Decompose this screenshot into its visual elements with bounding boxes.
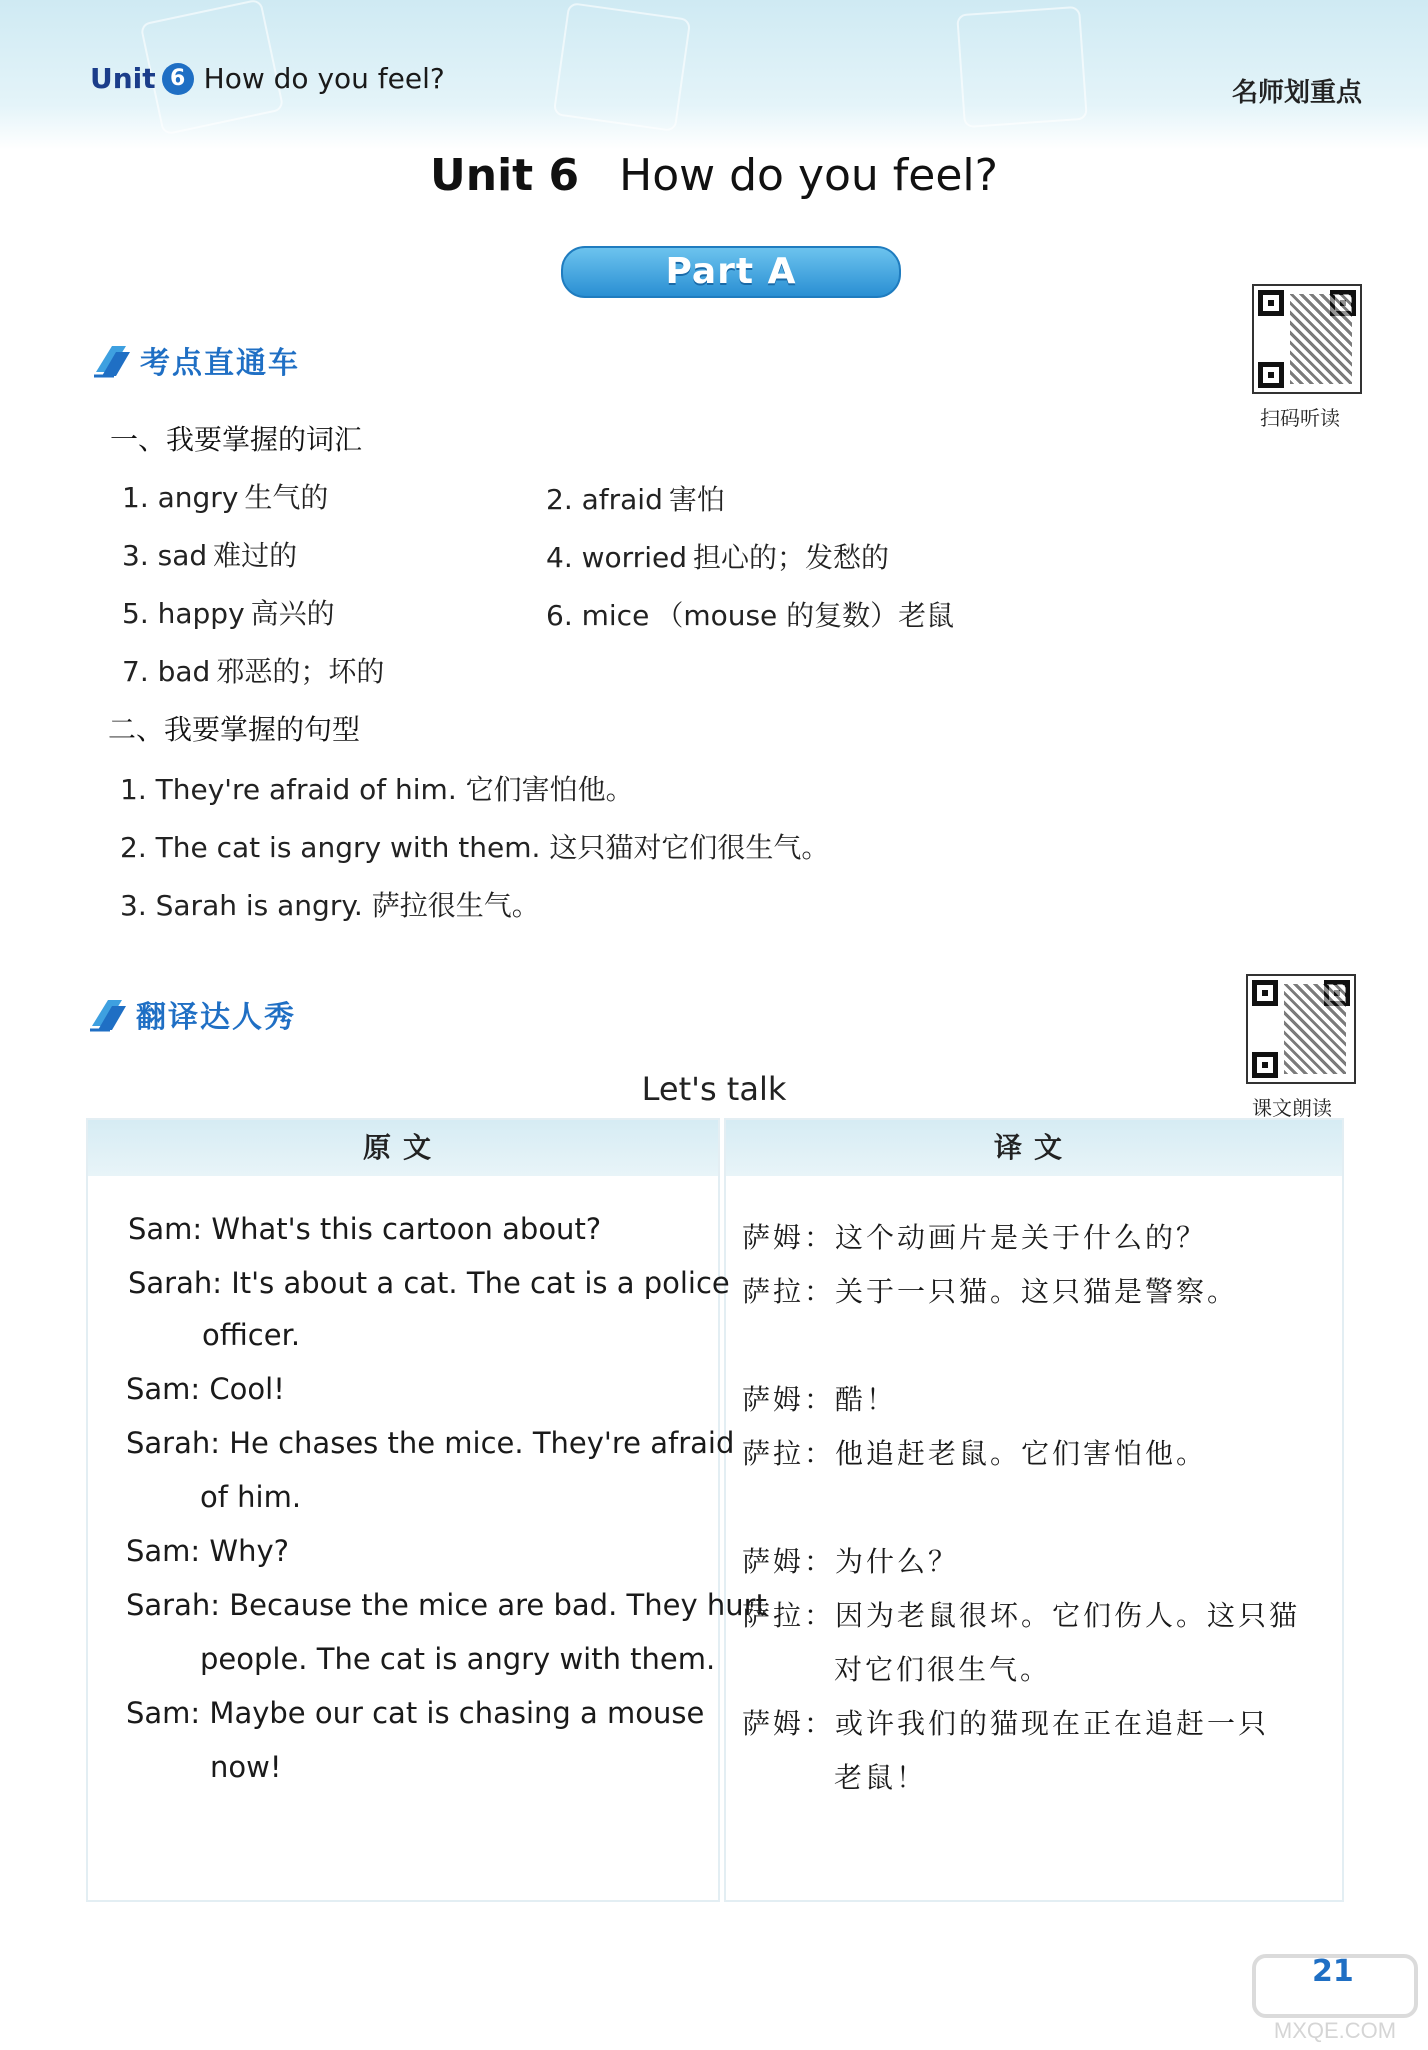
vocab-num: 7. — [122, 655, 149, 688]
qr-finder — [1258, 362, 1284, 388]
vocab-num: 3. — [122, 539, 149, 572]
vocab-item — [546, 478, 725, 518]
dialogue-line: officer. — [202, 1318, 301, 1352]
qr-code-icon[interactable] — [1246, 974, 1356, 1084]
qr-pattern — [1284, 984, 1346, 1074]
header-unit-number-badge: 6 — [162, 63, 194, 95]
vocab-heading: 一、我要掌握的词汇 — [110, 423, 363, 456]
dialogue-line: people. The cat is angry with them. — [200, 1642, 716, 1676]
column-header-label: 译文 — [993, 1131, 1074, 1164]
qr-label: 课文朗读 — [1252, 1096, 1332, 1120]
section-heading-fanyi — [88, 992, 296, 1036]
dialogue-line: Sam: What's this cartoon about? — [128, 1212, 602, 1246]
vocab-num: 1. — [122, 481, 149, 514]
vocab-num: 2. — [546, 483, 573, 516]
translation-line: 萨姆：这个动画片是关于什么的？ — [742, 1221, 1208, 1254]
qr-finder — [1258, 290, 1284, 316]
dialogue-line: Sam: Cool! — [126, 1372, 285, 1406]
vocab-item — [546, 594, 954, 634]
sentence-en: They're afraid of him. — [155, 773, 457, 806]
vocab-cn: 高兴的 — [250, 597, 335, 630]
column-header-label: 原文 — [362, 1131, 443, 1164]
vocab-en: happy — [157, 597, 245, 630]
pencil-book-icon — [88, 996, 128, 1032]
dialogue-line: Sam: Maybe our cat is chasing a mouse — [126, 1696, 705, 1730]
translation-line: 萨拉：关于一只猫。这只猫是警察。 — [742, 1275, 1239, 1308]
sentence-cn: 萨拉很生气。 — [371, 889, 540, 922]
sentence-cn: 它们害怕他。 — [465, 773, 634, 806]
vocab-item — [122, 534, 297, 574]
vocab-cn: 害怕 — [668, 483, 725, 516]
vocab-cn: 担心的；发愁的 — [692, 541, 889, 574]
section-title: 考点直通车 — [140, 346, 300, 381]
dialogue-line: Sarah: He chases the mice. They're afraid — [126, 1426, 735, 1460]
title-unit: Unit 6 — [430, 150, 580, 201]
translation-line: 萨姆：或许我们的猫现在正在追赶一只 — [742, 1707, 1270, 1740]
vocab-en: mice — [581, 599, 650, 632]
qr-label: 扫码听读 — [1260, 406, 1340, 430]
dialogue-line: Sam: Why? — [126, 1534, 290, 1568]
decoration-doodle — [956, 6, 1088, 128]
decoration-doodle — [553, 2, 692, 132]
vocab-num: 4. — [546, 541, 573, 574]
vocab-cn: 生气的 — [244, 481, 329, 514]
page-number: 21 — [1312, 1954, 1354, 1989]
vocab-en: sad — [157, 539, 208, 572]
dialogue-line: Sarah: Because the mice are bad. They hurt — [126, 1588, 767, 1622]
header-section-label: 名师划重点 — [1231, 78, 1362, 108]
dialogue-line: of him. — [200, 1480, 302, 1514]
sentence-num: 1. — [120, 773, 147, 806]
vocab-item — [122, 592, 335, 632]
vocab-num: 5. — [122, 597, 149, 630]
header-unit-word: Unit — [90, 62, 156, 95]
translation-line: 萨姆：为什么？ — [742, 1545, 960, 1578]
qr-finder — [1252, 980, 1278, 1006]
running-header — [90, 62, 445, 95]
vocab-cn: 难过的 — [213, 539, 298, 572]
qr-code-icon[interactable] — [1252, 284, 1362, 394]
qr-pattern — [1290, 294, 1352, 384]
pencil-book-icon — [92, 342, 132, 378]
sentence-num: 2. — [120, 831, 147, 864]
translation-line: 萨拉：因为老鼠很坏。它们伤人。这只猫 — [742, 1599, 1301, 1632]
dialogue-line: Sarah: It's about a cat. The cat is a police — [128, 1266, 730, 1300]
translation-line: 老鼠！ — [834, 1761, 928, 1794]
column-header — [88, 1120, 718, 1176]
title-question: How do you feel? — [619, 150, 998, 201]
sentence-heading: 二、我要掌握的句型 — [108, 713, 361, 746]
vocab-en: afraid — [581, 483, 663, 516]
vocab-num: 6. — [546, 599, 573, 632]
sentence-item — [120, 768, 634, 808]
sentence-item — [120, 826, 829, 866]
section-title: 翻译达人秀 — [136, 1000, 296, 1035]
header-unit-title: How do you feel? — [203, 62, 445, 95]
translation-line: 对它们很生气。 — [834, 1653, 1052, 1686]
sentence-item — [120, 884, 540, 924]
sentence-cn: 这只猫对它们很生气。 — [549, 831, 830, 864]
sentence-en: The cat is angry with them. — [155, 831, 541, 864]
vocab-item — [122, 476, 328, 516]
vocab-item — [546, 536, 889, 576]
vocab-cn: （mouse 的复数）老鼠 — [655, 599, 955, 632]
vocab-cn: 邪恶的；坏的 — [216, 655, 385, 688]
vocab-item — [122, 650, 384, 690]
vocab-en: bad — [157, 655, 211, 688]
watermark-text: MXQE.COM — [1273, 2018, 1397, 2043]
vocab-en: worried — [581, 541, 687, 574]
column-header — [726, 1120, 1342, 1176]
sentence-num: 3. — [120, 889, 147, 922]
part-badge-label: Part A — [665, 251, 797, 292]
page-title — [0, 150, 1428, 201]
dialogue-line: now! — [210, 1750, 282, 1784]
translation-line: 萨姆：酷！ — [742, 1383, 898, 1416]
section-heading-kaodian — [92, 338, 300, 382]
part-badge — [561, 246, 901, 298]
vocab-en: angry — [157, 481, 239, 514]
sentence-en: Sarah is angry. — [155, 889, 363, 922]
talk-title: Let's talk — [641, 1070, 787, 1108]
translation-line: 萨拉：他追赶老鼠。它们害怕他。 — [742, 1437, 1208, 1470]
